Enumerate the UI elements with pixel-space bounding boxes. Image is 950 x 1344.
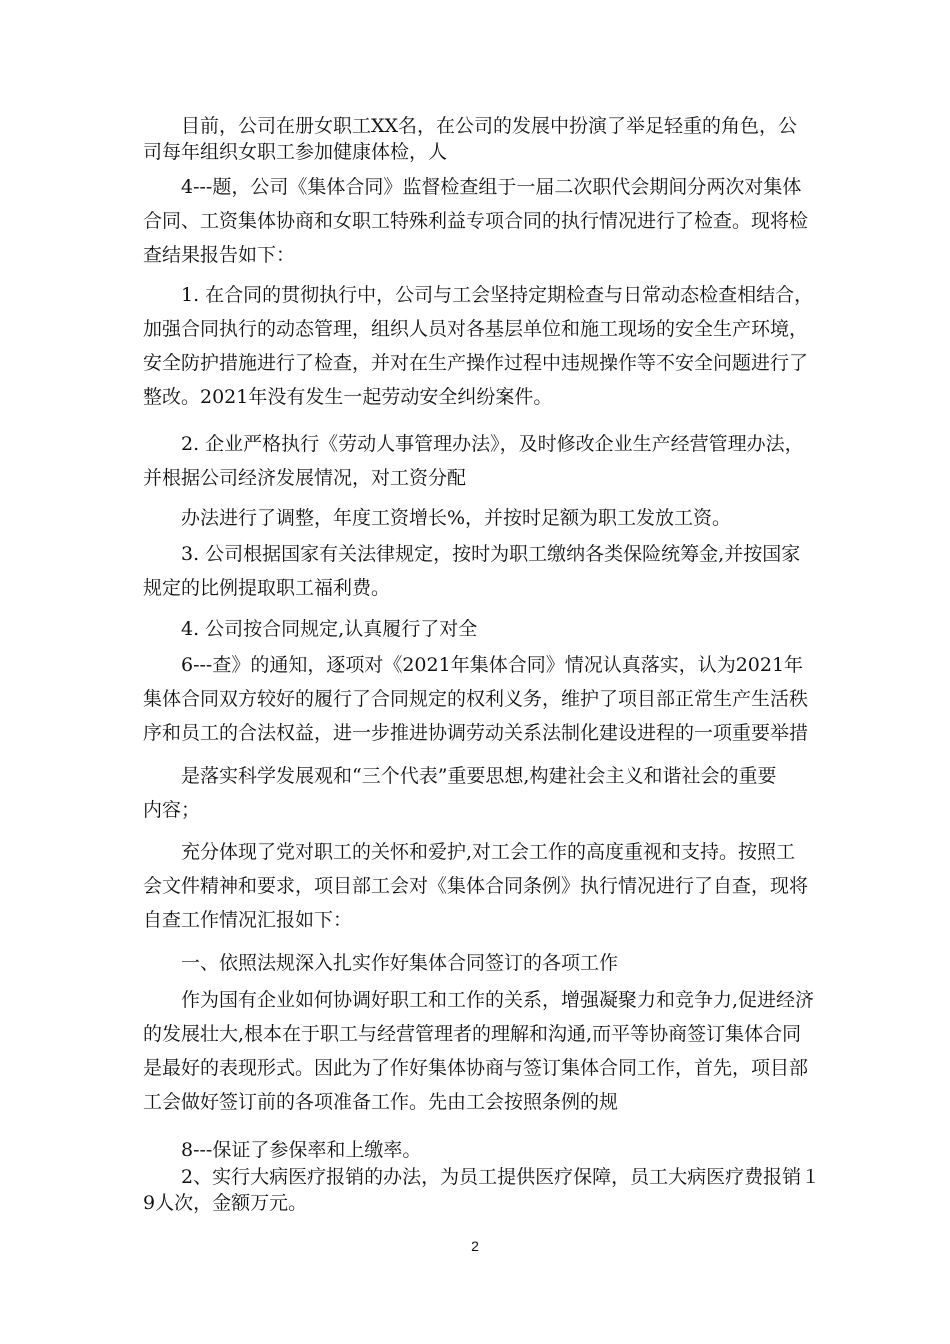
text-line: 2、实行大病医疗报销的办法，为员工提供医疗保障，员工大病医疗费报销１ [181, 1166, 821, 1188]
page-number: 2 [471, 1238, 479, 1254]
paragraph-13 [143, 1137, 809, 1163]
text-line: 4---题，公司《集体合同》监督检查组于一届二次职代会期间分两次对集体 [181, 176, 802, 198]
text-line: 作为国有企业如何协调好职工和工作的关系，增强凝聚力和竞争力,促进经济 [181, 989, 815, 1011]
text-line: 自查工作情况汇报如下： [143, 909, 353, 931]
paragraph-5 [143, 501, 809, 535]
text-line: 是最好的表现形式。因此为了作好集体协商与签订集体合同工作，首先，项目部 [143, 1057, 809, 1079]
text-line: 2. 企业严格执行《劳动人事管理办法》，及时修改企业生产经营管理办法， [181, 433, 804, 455]
text-line: 序和员工的合法权益，进一步推进协调劳动关系法制化建设进程的一项重要举措 [143, 722, 809, 744]
text-line: 整改。2021年没有发生一起劳动安全纠纷案件。 [143, 386, 553, 408]
text-line: 8---保证了参保率和上缴率。 [181, 1139, 422, 1161]
paragraph-1 [143, 113, 809, 165]
paragraph-2 [143, 170, 809, 272]
paragraph-10 [143, 835, 809, 937]
paragraph-7 [143, 612, 809, 646]
paragraph-8 [143, 648, 809, 750]
section-heading: 一、依照法规深入扎实作好集体合同签订的各项工作 [181, 952, 619, 974]
text-line: 目前，公司在册女职工XX名，在公司的发展中扮演了举足轻重的角色，公 [181, 115, 798, 137]
text-line: 办法进行了调整，年度工资增长%，并按时足额为职工发放工资。 [181, 507, 732, 529]
text-line: 集体合同双方较好的履行了合同规定的权利义务，维护了项目部正常生产生活秩 [143, 688, 809, 710]
paragraph-3 [143, 278, 814, 414]
text-line: 充分体现了党对职工的关怀和爱护,对工会工作的高度重视和支持。按照工 [181, 841, 796, 863]
text-line: 会文件精神和要求，项目部工会对《集体合同条例》执行情况进行了自查，现将 [143, 875, 809, 897]
text-line: 3. 公司根据国家有关法律规定，按时为职工缴纳各类保险统筹金,并按国家 [181, 543, 801, 565]
text-line: 1. 在合同的贯彻执行中，公司与工会坚持定期检查与日常动态检查相结合， [181, 284, 814, 306]
paragraph-6 [143, 537, 809, 605]
text-line: 规定的比例提取职工福利费。 [143, 577, 391, 599]
text-line: 的发展壮大,根本在于职工与经营管理者的理解和沟通,而平等协商签订集体合同 [143, 1023, 802, 1045]
text-line: 6---查》的通知，逐项对《2021年集体合同》情况认真落实，认为2021年 [181, 654, 804, 676]
paragraph-11 [143, 946, 809, 980]
text-line: 司每年组织女职工参加健康体检，人 [143, 141, 448, 163]
paragraph-12 [143, 983, 815, 1119]
paragraph-9 [143, 759, 809, 827]
text-line: 并根据公司经济发展情况，对工资分配 [143, 467, 467, 489]
text-line: 内容； [143, 799, 201, 821]
text-line: 合同、工资集体协商和女职工特殊利益专项合同的执行情况进行了检查。现将检 [143, 210, 809, 232]
text-line: 是落实科学发展观和“三个代表”重要思想,构建社会主义和谐社会的重要 [181, 765, 777, 787]
text-line: 工会做好签订前的各项准备工作。先由工会按照条例的规 [143, 1091, 619, 1113]
text-line: 加强合同执行的动态管理，组织人员对各基层单位和施工现场的安全生产环境， [143, 318, 809, 340]
paragraph-4 [143, 427, 809, 495]
text-line: 9人次，金额万元。 [143, 1192, 308, 1214]
text-line: 查结果报告如下： [143, 244, 296, 266]
text-line: 安全防护措施进行了检查，并对在生产操作过程中违规操作等不安全问题进行了 [143, 352, 809, 374]
text-line: 4. 公司按合同规定,认真履行了对全 [181, 618, 478, 640]
paragraph-14 [143, 1164, 821, 1216]
